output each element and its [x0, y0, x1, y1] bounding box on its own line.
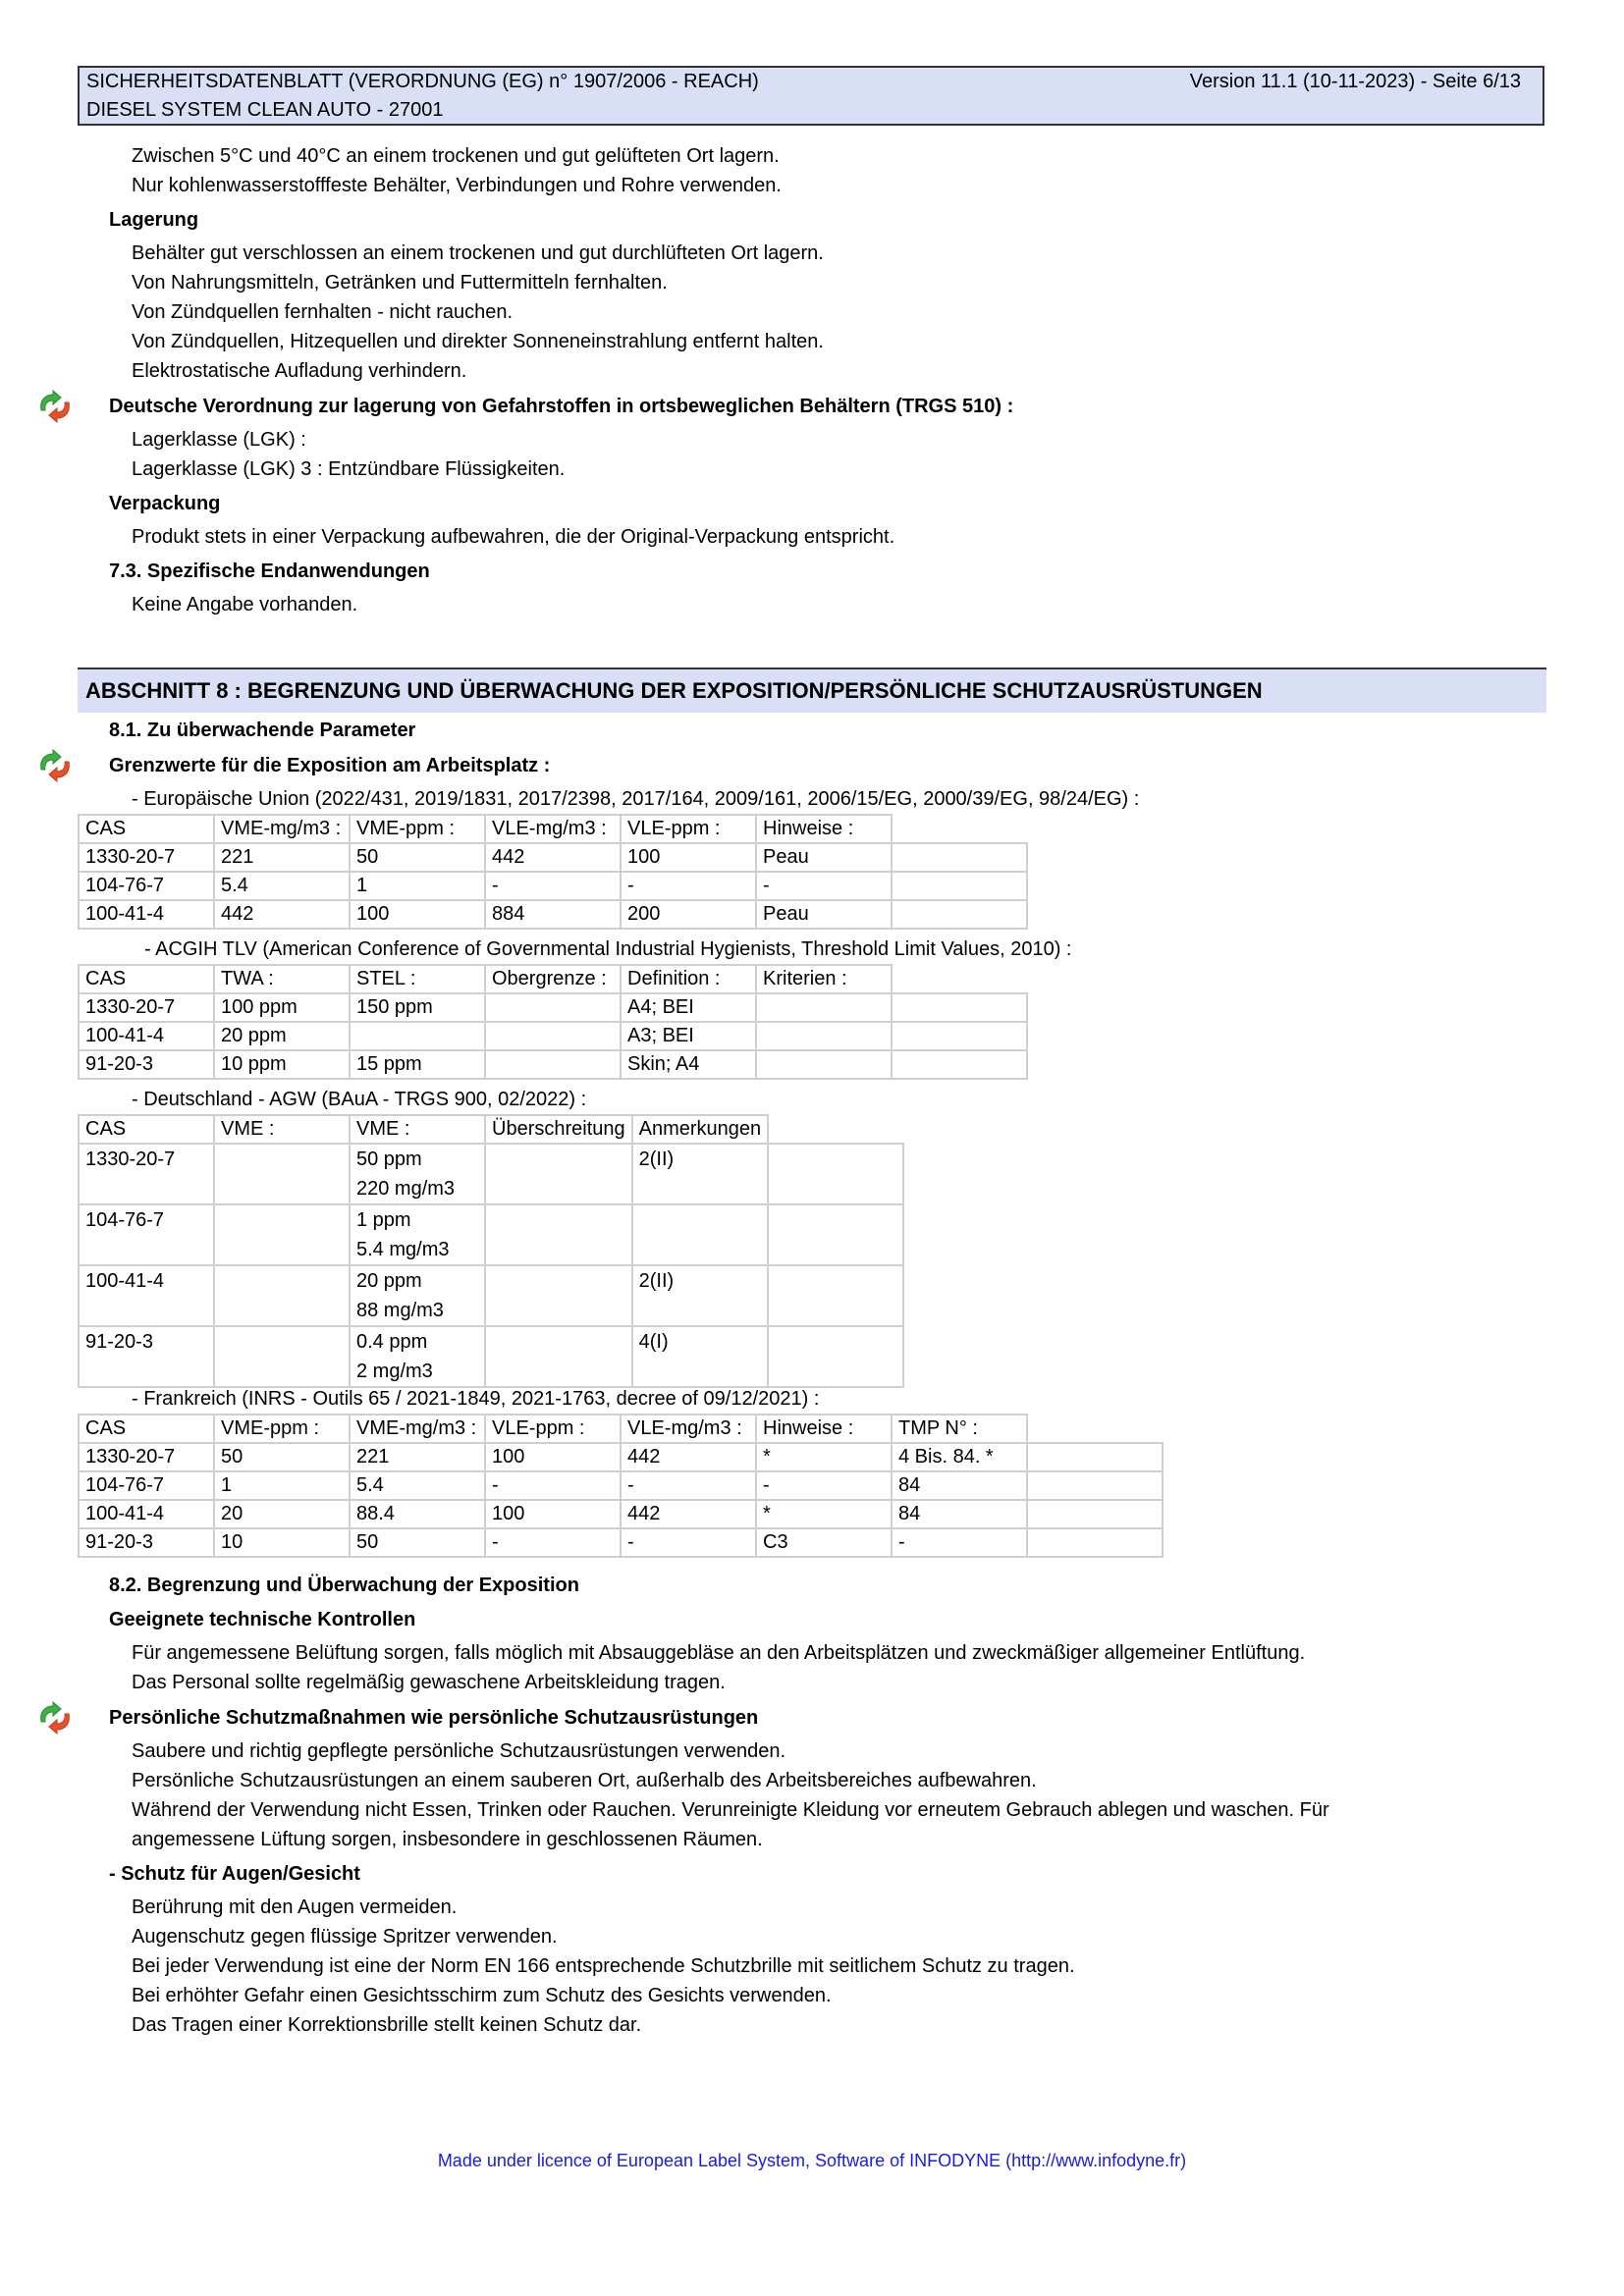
text-line: Von Zündquellen, Hitzequellen und direkter Sonneneinstrahlung entfernt halten. [132, 331, 824, 352]
sync-arrows-icon [35, 1700, 75, 1735]
subheading-trgs510: Deutsche Verordnung zur lagerung von Gefahrstoffen in ortsbeweglichen Behältern (TRGS 510) : [109, 396, 1014, 417]
table-row [79, 1022, 1027, 1050]
column-header: Obergrenze : [485, 965, 621, 993]
table-cell: - [485, 1471, 621, 1500]
table-row [79, 1050, 1027, 1079]
sync-arrows-icon [35, 748, 75, 783]
table-cell: 2(II) [632, 1265, 769, 1326]
table-header-row [79, 965, 1027, 993]
cell-value-mgm3: 220 mg/m3 [356, 1178, 456, 1200]
table-cell: 84 [892, 1471, 1027, 1500]
table-cell-empty [892, 993, 1027, 1022]
table-cell: 884 [485, 900, 621, 929]
column-header: STEL : [350, 965, 485, 993]
table-cell [768, 1265, 903, 1326]
table-cell: 104-76-7 [79, 1204, 214, 1265]
table-cell [768, 1204, 903, 1265]
version-page: Version 11.1 (10-11-2023) - Seite 6/13 [1189, 71, 1521, 92]
table-row [79, 1326, 903, 1387]
text-line: Augenschutz gegen flüssige Spritzer verwenden. [132, 1926, 558, 1948]
subheading-verpackung: Verpackung [109, 493, 221, 514]
text-line: Das Personal sollte regelmäßig gewaschene Arbeitskleidung tragen. [132, 1672, 726, 1693]
table-cell [632, 1204, 769, 1265]
table-cell-empty [892, 900, 1027, 929]
table-row [79, 993, 1027, 1022]
table-cell: A3; BEI [621, 1022, 756, 1050]
table-row [79, 872, 1027, 900]
table-cell: - [485, 1528, 621, 1557]
table-cell: 88.4 [350, 1500, 485, 1528]
table-row [79, 1265, 903, 1326]
table-cell: 5.4 [214, 872, 350, 900]
table-cell: 442 [214, 900, 350, 929]
text-line: Elektrostatische Aufladung verhindern. [132, 360, 467, 382]
table-cell: 1330-20-7 [79, 1144, 214, 1204]
section-8-bar [78, 667, 1546, 713]
cell-value-mgm3: 5.4 mg/m3 [356, 1239, 450, 1260]
column-header: Hinweise : [756, 815, 892, 843]
footer-licence-link[interactable]: Made under licence of European Label System, Software of INFODYNE (http://www.infodyne.fr) [437, 2151, 1187, 2170]
table-cell [485, 1265, 632, 1326]
column-header: VME-ppm : [350, 815, 485, 843]
column-header: VLE-ppm : [621, 815, 756, 843]
table-cell: 100-41-4 [79, 1265, 214, 1326]
document-title: SICHERHEITSDATENBLATT (VERORDNUNG (EG) n° 1907/2006 - REACH) [86, 71, 759, 92]
table-cell [350, 1265, 485, 1326]
table-cell [214, 1144, 350, 1204]
table-cell: C3 [756, 1528, 892, 1557]
column-header: VLE-ppm : [485, 1415, 621, 1443]
cell-value-ppm: 1 ppm [356, 1209, 411, 1231]
table-cell: 10 [214, 1528, 350, 1557]
column-header: VME : [350, 1115, 485, 1144]
table-cell: 84 [892, 1500, 1027, 1528]
table-cell: 10 ppm [214, 1050, 350, 1079]
column-header: Anmerkungen [632, 1115, 769, 1144]
table-row [79, 1471, 1163, 1500]
table-acgih [78, 964, 1028, 1080]
cell-value-ppm: 0.4 ppm [356, 1331, 428, 1353]
table-cell: * [756, 1443, 892, 1471]
table-row [79, 1144, 903, 1204]
subheading-tech: Geeignete technische Kontrollen [109, 1609, 416, 1630]
table-cell-empty [1027, 1500, 1163, 1528]
text-line: Produkt stets in einer Verpackung aufbewahren, die der Original-Verpackung entspricht. [132, 526, 895, 548]
column-header: CAS [79, 965, 214, 993]
text-line: Keine Angabe vorhanden. [132, 594, 358, 615]
table-cell: 50 [214, 1443, 350, 1471]
table-cell: 1 [214, 1471, 350, 1500]
table-cell: - [621, 1471, 756, 1500]
text-line: angemessene Lüftung sorgen, insbesondere in geschlossenen Räumen. [132, 1829, 763, 1850]
column-header: Überschreitung [485, 1115, 632, 1144]
table-cell: - [485, 872, 621, 900]
table-cell [756, 993, 892, 1022]
table-cell: 50 [350, 843, 485, 872]
table-cell [214, 1326, 350, 1387]
table-cell [214, 1204, 350, 1265]
table-cell: 442 [485, 843, 621, 872]
column-header: VLE-mg/m3 : [621, 1415, 756, 1443]
table-cell: 442 [621, 1443, 756, 1471]
column-header: Definition : [621, 965, 756, 993]
table-cell: 20 [214, 1500, 350, 1528]
table-cell: 100 [485, 1500, 621, 1528]
column-header: VME-mg/m3 : [350, 1415, 485, 1443]
column-header: VLE-mg/m3 : [485, 815, 621, 843]
text-line: Persönliche Schutzausrüstungen an einem sauberen Ort, außerhalb des Arbeitsbereiches aufbewahren. [132, 1770, 1037, 1791]
text-line: Lagerklasse (LGK) 3 : Entzündbare Flüssigkeiten. [132, 458, 566, 480]
table-row [79, 1204, 903, 1265]
table-de [78, 1114, 904, 1388]
text-line: Zwischen 5°C und 40°C an einem trockenen und gut gelüfteten Ort lagern. [132, 145, 780, 167]
cell-value-ppm: 50 ppm [356, 1148, 422, 1170]
table-cell: 1330-20-7 [79, 993, 214, 1022]
product-name: DIESEL SYSTEM CLEAN AUTO - 27001 [86, 99, 444, 121]
table-cell: - [756, 872, 892, 900]
column-header: VME-mg/m3 : [214, 815, 350, 843]
table-cell [485, 993, 621, 1022]
table-cell: - [621, 872, 756, 900]
table-cell: 221 [214, 843, 350, 872]
table-cell: 104-76-7 [79, 872, 214, 900]
cell-value-mgm3: 88 mg/m3 [356, 1300, 444, 1321]
table-cell-empty [892, 872, 1027, 900]
table-cell: 442 [621, 1500, 756, 1528]
table-caption-de: - Deutschland - AGW (BAuA - TRGS 900, 02/2022) : [132, 1089, 587, 1110]
table-cell: Peau [756, 900, 892, 929]
sync-arrows-icon [35, 389, 75, 424]
table-cell-empty [1027, 1471, 1163, 1500]
table-cell: 5.4 [350, 1471, 485, 1500]
table-cell: 4(I) [632, 1326, 769, 1387]
table-cell: 1 [350, 872, 485, 900]
table-cell: 100 ppm [214, 993, 350, 1022]
table-cell: 104-76-7 [79, 1471, 214, 1500]
column-header: CAS [79, 1115, 214, 1144]
table-cell [350, 1144, 485, 1204]
table-cell-empty [1027, 1528, 1163, 1557]
subheading-8-2: 8.2. Begrenzung und Überwachung der Exposition [109, 1575, 579, 1596]
table-spacer [1027, 1415, 1163, 1443]
table-cell: - [621, 1528, 756, 1557]
table-cell: - [756, 1471, 892, 1500]
table-cell: A4; BEI [621, 993, 756, 1022]
table-cell: 100 [485, 1443, 621, 1471]
table-row [79, 1528, 1163, 1557]
table-header-row [79, 1115, 903, 1144]
text-line: Für angemessene Belüftung sorgen, falls möglich mit Absauggebläse an den Arbeitsplätzen und zweckmäßiger allgemeiner Entlüftung. [132, 1642, 1306, 1664]
table-cell-empty [892, 843, 1027, 872]
table-cell: 100 [621, 843, 756, 872]
table-cell: 20 ppm [214, 1022, 350, 1050]
text-line: Bei jeder Verwendung ist eine der Norm EN 166 entsprechende Schutzbrille mit seitlichem Schutz zu tragen. [132, 1955, 1075, 1977]
table-cell: 50 [350, 1528, 485, 1557]
column-header: VME : [214, 1115, 350, 1144]
table-cell: 2(II) [632, 1144, 769, 1204]
table-cell: 100-41-4 [79, 1500, 214, 1528]
column-header: VME-ppm : [214, 1415, 350, 1443]
subheading-augen: - Schutz für Augen/Gesicht [109, 1863, 360, 1885]
table-row [79, 1443, 1163, 1471]
table-cell [214, 1265, 350, 1326]
table-cell: 221 [350, 1443, 485, 1471]
table-cell: Skin; A4 [621, 1050, 756, 1079]
table-cell: 4 Bis. 84. * [892, 1443, 1027, 1471]
table-cell: 15 ppm [350, 1050, 485, 1079]
table-cell: 1330-20-7 [79, 843, 214, 872]
column-header: TWA : [214, 965, 350, 993]
text-line: Bei erhöhter Gefahr einen Gesichtsschirm zum Schutz des Gesichts verwenden. [132, 1985, 832, 2006]
table-header-row [79, 1415, 1163, 1443]
table-caption-fr: - Frankreich (INRS - Outils 65 / 2021-1849, 2021-1763, decree of 09/12/2021) : [132, 1388, 820, 1410]
table-cell: 100-41-4 [79, 900, 214, 929]
table-spacer [768, 1115, 903, 1144]
table-cell [485, 1144, 632, 1204]
table-eu [78, 814, 1028, 930]
column-header: CAS [79, 1415, 214, 1443]
subheading-8-1: 8.1. Zu überwachende Parameter [109, 720, 416, 741]
table-cell: 100 [350, 900, 485, 929]
table-cell [485, 1204, 632, 1265]
table-cell [350, 1326, 485, 1387]
text-line: Während der Verwendung nicht Essen, Trinken oder Rauchen. Verunreinigte Kleidung vor erneutem Gebrauch ablegen und waschen. Für [132, 1799, 1329, 1821]
table-cell [350, 1022, 485, 1050]
text-line: Das Tragen einer Korrektionsbrille stellt keinen Schutz dar. [132, 2014, 642, 2036]
subheading-psa: Persönliche Schutzmaßnahmen wie persönliche Schutzausrüstungen [109, 1707, 759, 1729]
table-cell: 150 ppm [350, 993, 485, 1022]
section-8-title: ABSCHNITT 8 : BEGRENZUNG UND ÜBERWACHUNG DER EXPOSITION/PERSÖNLICHE SCHUTZAUSRÜSTUNGEN [85, 678, 1263, 703]
column-header: Hinweise : [756, 1415, 892, 1443]
table-cell [485, 1050, 621, 1079]
text-line: Von Nahrungsmitteln, Getränken und Futtermitteln fernhalten. [132, 272, 668, 294]
subheading-grenzwerte: Grenzwerte für die Exposition am Arbeitsplatz : [109, 755, 551, 776]
column-header: Kriterien : [756, 965, 892, 993]
text-line: Saubere und richtig gepflegte persönliche Schutzausrüstungen verwenden. [132, 1740, 785, 1762]
table-spacer [892, 965, 1027, 993]
table-cell [350, 1204, 485, 1265]
table-header-row [79, 815, 1027, 843]
column-header: TMP N° : [892, 1415, 1027, 1443]
cell-value-mgm3: 2 mg/m3 [356, 1361, 433, 1382]
table-cell [756, 1050, 892, 1079]
table-cell: 91-20-3 [79, 1326, 214, 1387]
table-row [79, 843, 1027, 872]
text-line: Lagerklasse (LGK) : [132, 429, 306, 451]
subheading-lagerung: Lagerung [109, 209, 199, 231]
table-cell: 91-20-3 [79, 1528, 214, 1557]
text-line: Nur kohlenwasserstofffeste Behälter, Verbindungen und Rohre verwenden. [132, 175, 782, 196]
table-cell: 100-41-4 [79, 1022, 214, 1050]
table-fr [78, 1414, 1164, 1558]
table-spacer [892, 815, 1027, 843]
table-cell: * [756, 1500, 892, 1528]
table-row [79, 900, 1027, 929]
table-cell [485, 1022, 621, 1050]
text-line: Behälter gut verschlossen an einem trockenen und gut durchlüfteten Ort lagern. [132, 242, 824, 264]
table-cell [756, 1022, 892, 1050]
table-cell [485, 1326, 632, 1387]
table-row [79, 1500, 1163, 1528]
cell-value-ppm: 20 ppm [356, 1270, 422, 1292]
table-cell-empty [892, 1022, 1027, 1050]
text-line: Von Zündquellen fernhalten - nicht rauchen. [132, 301, 514, 323]
table-cell [768, 1144, 903, 1204]
table-cell-empty [1027, 1443, 1163, 1471]
column-header: CAS [79, 815, 214, 843]
table-cell: 91-20-3 [79, 1050, 214, 1079]
table-cell: - [892, 1528, 1027, 1557]
document-header [78, 66, 1544, 126]
table-cell [768, 1326, 903, 1387]
text-line: Berührung mit den Augen vermeiden. [132, 1896, 458, 1918]
table-cell: Peau [756, 843, 892, 872]
table-caption-eu: - Europäische Union (2022/431, 2019/1831, 2017/2398, 2017/164, 2009/161, 2006/15/EG, 2000/39/EG, 98/24/EG) : [132, 788, 1140, 810]
subheading-7-3: 7.3. Spezifische Endanwendungen [109, 561, 430, 582]
table-caption-acgih: - ACGIH TLV (American Conference of Governmental Industrial Hygienists, Threshold Limit Values, 2010) : [144, 938, 1072, 960]
table-cell: 200 [621, 900, 756, 929]
table-cell: 1330-20-7 [79, 1443, 214, 1471]
table-cell-empty [892, 1050, 1027, 1079]
